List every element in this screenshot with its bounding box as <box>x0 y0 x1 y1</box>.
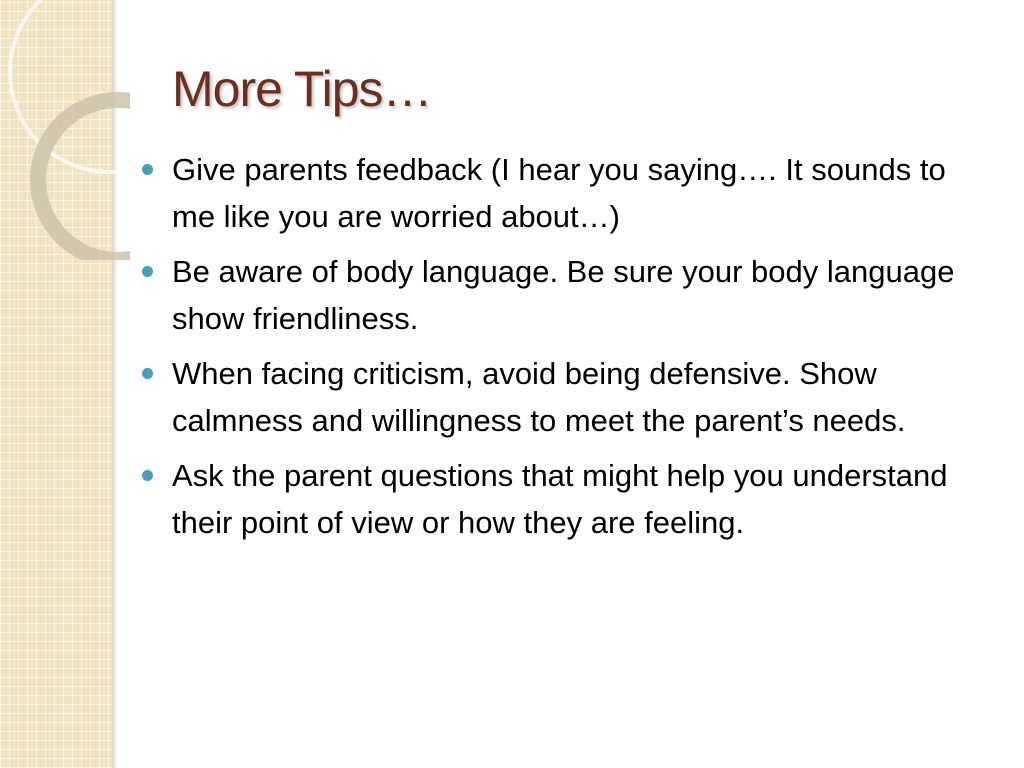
bullet-item <box>140 350 960 444</box>
bullet-text: Give parents feedback (I hear you saying…. It sounds to me like you are worried about…) <box>172 152 946 234</box>
bullet-marker-icon <box>142 164 153 175</box>
decorative-ring-large <box>10 0 130 172</box>
bullet-text: When facing criticism, avoid being defensive. Show calmness and willingness to meet the parent’s needs. <box>172 356 906 438</box>
bullet-marker-icon <box>142 470 153 481</box>
decorative-rings <box>0 0 130 260</box>
bullet-marker-icon <box>142 368 153 379</box>
bullet-text: Ask the parent questions that might help you understand their point of view or how they are feeling. <box>172 458 948 540</box>
decorative-ring-small <box>38 100 130 260</box>
bullet-item <box>140 452 960 546</box>
slide-title: More Tips… <box>172 61 432 117</box>
bullet-item <box>140 248 960 342</box>
bullet-marker-icon <box>142 266 153 277</box>
bullet-list <box>140 146 960 554</box>
bullet-item <box>140 146 960 240</box>
bullet-text: Be aware of body language. Be sure your body language show friendliness. <box>172 254 955 336</box>
